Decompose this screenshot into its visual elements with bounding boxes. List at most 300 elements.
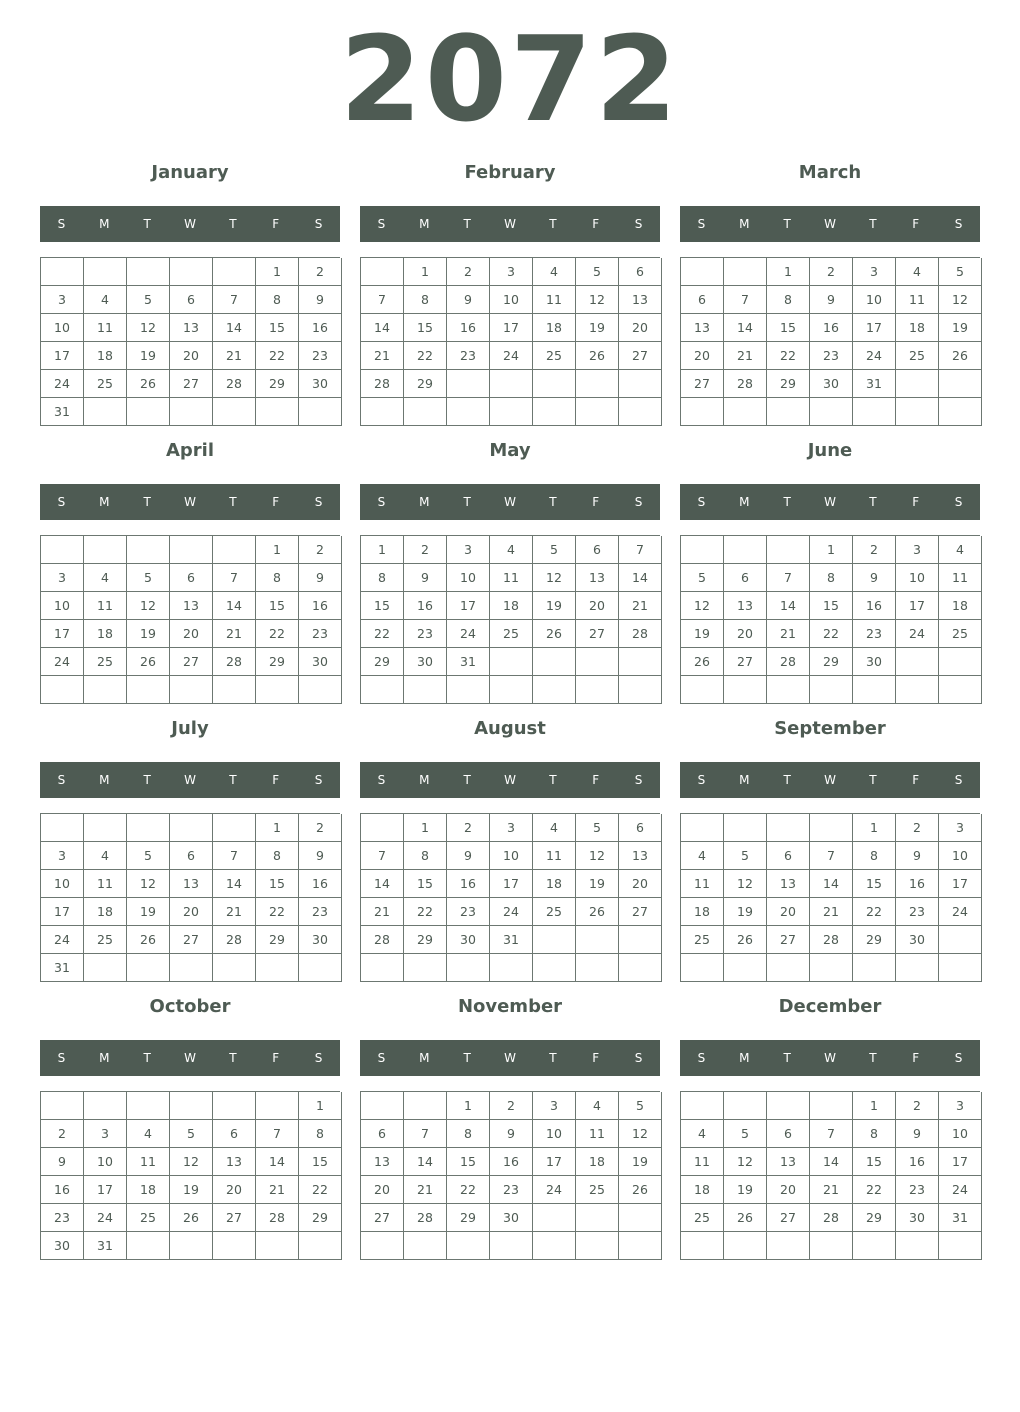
weekday-header (40, 484, 340, 520)
day-cell: 20 (767, 898, 810, 926)
day-cell: 23 (853, 620, 896, 648)
day-cell: 30 (810, 370, 853, 398)
day-cell (404, 676, 447, 704)
week-row (361, 592, 660, 620)
day-cell: 21 (213, 620, 256, 648)
day-cell: 20 (213, 1176, 256, 1204)
day-cell (681, 1232, 724, 1260)
day-cell: 28 (361, 370, 404, 398)
day-cell: 8 (256, 842, 299, 870)
day-cell: 29 (404, 926, 447, 954)
day-cell: 23 (447, 898, 490, 926)
week-row (361, 870, 660, 898)
week-row (681, 1204, 980, 1232)
weekday-label: T (783, 495, 791, 509)
day-cell (619, 954, 662, 982)
day-cell (810, 1232, 853, 1260)
day-cell: 17 (939, 870, 982, 898)
day-cell (576, 676, 619, 704)
week-row (361, 814, 660, 842)
week-row (681, 1232, 980, 1260)
day-cell: 6 (361, 1120, 404, 1148)
week-row (681, 342, 980, 370)
month-name: August (474, 718, 546, 739)
day-cell (724, 1232, 767, 1260)
weekday-label: S (634, 1051, 643, 1065)
weekday-label: W (184, 1051, 196, 1065)
day-cell (361, 676, 404, 704)
day-cell: 25 (84, 370, 127, 398)
day-grid (360, 257, 660, 426)
day-cell (810, 814, 853, 842)
day-cell (619, 1204, 662, 1232)
day-cell: 21 (213, 342, 256, 370)
day-cell: 5 (127, 564, 170, 592)
day-cell: 9 (447, 286, 490, 314)
day-cell (533, 1204, 576, 1232)
day-cell (41, 258, 84, 286)
day-cell (896, 648, 939, 676)
day-cell: 9 (447, 842, 490, 870)
day-cell: 1 (256, 814, 299, 842)
week-row (41, 842, 340, 870)
day-cell: 17 (490, 314, 533, 342)
day-cell: 1 (299, 1092, 342, 1120)
day-cell: 8 (361, 564, 404, 592)
day-cell: 6 (170, 286, 213, 314)
day-cell (170, 1232, 213, 1260)
day-cell (213, 954, 256, 982)
day-cell: 12 (681, 592, 724, 620)
day-cell: 11 (533, 842, 576, 870)
day-cell: 1 (361, 536, 404, 564)
day-cell: 4 (533, 258, 576, 286)
day-cell: 13 (767, 870, 810, 898)
day-cell: 7 (361, 842, 404, 870)
week-row (41, 1232, 340, 1260)
day-cell (299, 1232, 342, 1260)
day-cell: 18 (84, 898, 127, 926)
week-row (41, 926, 340, 954)
weekday-label: M (419, 217, 430, 231)
day-cell (939, 370, 982, 398)
day-cell (767, 676, 810, 704)
weekday-label: S (697, 217, 706, 231)
day-cell: 2 (896, 814, 939, 842)
day-cell (533, 954, 576, 982)
day-cell: 3 (853, 258, 896, 286)
weekday-label: W (824, 773, 836, 787)
day-cell: 9 (896, 1120, 939, 1148)
weekday-label: S (314, 1051, 323, 1065)
day-cell: 7 (810, 1120, 853, 1148)
day-cell: 2 (490, 1092, 533, 1120)
day-cell: 29 (361, 648, 404, 676)
day-cell: 17 (853, 314, 896, 342)
day-cell: 5 (724, 1120, 767, 1148)
day-cell: 26 (724, 1204, 767, 1232)
week-row (681, 314, 980, 342)
day-cell (576, 370, 619, 398)
weekday-label: F (912, 1051, 920, 1065)
day-cell: 20 (170, 342, 213, 370)
day-cell (681, 398, 724, 426)
day-cell: 7 (724, 286, 767, 314)
day-cell (533, 1232, 576, 1260)
day-cell: 7 (213, 842, 256, 870)
weekday-label: S (377, 495, 386, 509)
day-cell: 4 (490, 536, 533, 564)
day-cell: 26 (619, 1176, 662, 1204)
day-cell: 1 (810, 536, 853, 564)
day-cell: 7 (619, 536, 662, 564)
day-cell (681, 676, 724, 704)
day-cell: 27 (619, 342, 662, 370)
weekday-label: W (504, 1051, 516, 1065)
day-cell (84, 398, 127, 426)
day-grid (40, 813, 340, 982)
day-cell: 8 (810, 564, 853, 592)
day-cell: 8 (447, 1120, 490, 1148)
day-cell: 14 (361, 314, 404, 342)
day-cell: 10 (490, 286, 533, 314)
day-cell: 21 (810, 898, 853, 926)
day-cell: 27 (576, 620, 619, 648)
day-cell (853, 398, 896, 426)
week-row (41, 648, 340, 676)
weekday-label: T (549, 773, 557, 787)
day-cell: 15 (361, 592, 404, 620)
day-grid (680, 257, 980, 426)
day-cell: 19 (724, 898, 767, 926)
weekday-label: W (504, 773, 516, 787)
day-cell: 24 (84, 1204, 127, 1232)
day-cell: 16 (896, 1148, 939, 1176)
day-cell: 27 (619, 898, 662, 926)
day-cell: 17 (41, 342, 84, 370)
month-name: May (489, 440, 531, 461)
weekday-label: S (57, 217, 66, 231)
day-cell (896, 370, 939, 398)
month-name: January (151, 162, 229, 183)
day-cell: 18 (490, 592, 533, 620)
weekday-label: S (954, 773, 963, 787)
week-row (361, 564, 660, 592)
day-cell: 14 (213, 314, 256, 342)
day-cell: 2 (299, 258, 342, 286)
day-cell: 11 (84, 870, 127, 898)
weekday-label: W (824, 495, 836, 509)
day-cell (810, 1092, 853, 1120)
day-cell: 11 (533, 286, 576, 314)
weekday-label: F (592, 495, 600, 509)
day-cell: 26 (533, 620, 576, 648)
week-row (361, 398, 660, 426)
day-cell (810, 676, 853, 704)
day-cell: 27 (767, 1204, 810, 1232)
day-cell: 29 (256, 648, 299, 676)
day-cell: 14 (213, 592, 256, 620)
week-row (41, 1120, 340, 1148)
weekday-label: T (143, 495, 151, 509)
weekday-header (40, 762, 340, 798)
day-cell: 28 (810, 1204, 853, 1232)
day-cell: 13 (681, 314, 724, 342)
day-cell: 9 (404, 564, 447, 592)
day-cell: 10 (447, 564, 490, 592)
weekday-label: S (377, 217, 386, 231)
day-cell: 3 (896, 536, 939, 564)
weekday-label: S (314, 773, 323, 787)
day-cell: 2 (447, 814, 490, 842)
day-cell: 26 (681, 648, 724, 676)
weekday-label: F (272, 1051, 280, 1065)
day-cell: 9 (810, 286, 853, 314)
day-cell: 2 (299, 814, 342, 842)
month-name: October (149, 996, 231, 1017)
day-cell (447, 398, 490, 426)
day-cell: 26 (576, 898, 619, 926)
day-cell: 16 (299, 314, 342, 342)
day-grid (40, 535, 340, 704)
day-cell (41, 536, 84, 564)
day-cell (447, 676, 490, 704)
day-cell: 8 (767, 286, 810, 314)
day-cell: 23 (299, 342, 342, 370)
week-row (361, 898, 660, 926)
day-cell: 24 (853, 342, 896, 370)
day-cell: 18 (533, 870, 576, 898)
day-cell (681, 954, 724, 982)
day-cell (939, 1232, 982, 1260)
day-cell: 1 (404, 258, 447, 286)
weekday-label: S (377, 773, 386, 787)
weekday-label: S (634, 495, 643, 509)
weekday-label: S (634, 217, 643, 231)
day-cell: 13 (619, 286, 662, 314)
day-cell (724, 1092, 767, 1120)
day-cell: 1 (767, 258, 810, 286)
weekday-label: F (272, 495, 280, 509)
day-cell: 30 (299, 926, 342, 954)
weekday-label: S (697, 773, 706, 787)
week-row (361, 1120, 660, 1148)
day-cell: 7 (361, 286, 404, 314)
day-cell: 20 (361, 1176, 404, 1204)
day-cell: 27 (724, 648, 767, 676)
day-cell: 12 (127, 314, 170, 342)
day-cell: 15 (810, 592, 853, 620)
weekday-label: M (419, 773, 430, 787)
day-grid (40, 257, 340, 426)
day-cell: 22 (404, 342, 447, 370)
day-grid (360, 813, 660, 982)
day-cell (724, 258, 767, 286)
day-cell: 13 (767, 1148, 810, 1176)
day-cell: 24 (490, 898, 533, 926)
day-cell: 29 (256, 926, 299, 954)
day-cell: 17 (896, 592, 939, 620)
week-row (681, 648, 980, 676)
day-cell: 16 (490, 1148, 533, 1176)
day-cell: 19 (724, 1176, 767, 1204)
day-cell: 15 (404, 870, 447, 898)
weekday-label: T (143, 773, 151, 787)
day-cell: 18 (127, 1176, 170, 1204)
day-cell (84, 676, 127, 704)
day-cell: 13 (724, 592, 767, 620)
day-cell: 4 (84, 842, 127, 870)
day-cell: 9 (299, 286, 342, 314)
week-row (41, 1148, 340, 1176)
day-cell: 6 (213, 1120, 256, 1148)
day-cell: 8 (299, 1120, 342, 1148)
weekday-label: T (869, 773, 877, 787)
day-cell: 21 (404, 1176, 447, 1204)
day-cell (939, 954, 982, 982)
day-cell: 10 (41, 870, 84, 898)
day-cell: 22 (256, 898, 299, 926)
week-row (41, 564, 340, 592)
day-cell: 24 (939, 1176, 982, 1204)
day-cell: 21 (619, 592, 662, 620)
day-cell: 23 (490, 1176, 533, 1204)
day-cell: 27 (767, 926, 810, 954)
weekday-label: M (99, 495, 110, 509)
day-cell: 2 (41, 1120, 84, 1148)
weekday-label: M (739, 495, 750, 509)
day-cell: 6 (767, 842, 810, 870)
day-cell: 27 (170, 926, 213, 954)
day-cell: 21 (213, 898, 256, 926)
day-cell: 20 (170, 620, 213, 648)
day-cell: 23 (447, 342, 490, 370)
day-cell (533, 648, 576, 676)
day-cell: 29 (810, 648, 853, 676)
week-row (681, 814, 980, 842)
weekday-header (680, 484, 980, 520)
day-cell: 14 (361, 870, 404, 898)
day-cell: 23 (299, 620, 342, 648)
day-cell: 28 (213, 648, 256, 676)
day-cell: 25 (84, 926, 127, 954)
weekday-label: S (634, 773, 643, 787)
day-cell: 30 (896, 1204, 939, 1232)
week-row (361, 620, 660, 648)
day-cell (767, 536, 810, 564)
week-row (41, 314, 340, 342)
weekday-label: T (463, 773, 471, 787)
day-cell: 26 (170, 1204, 213, 1232)
day-cell (404, 1232, 447, 1260)
week-row (681, 1176, 980, 1204)
day-cell: 28 (404, 1204, 447, 1232)
day-cell: 18 (533, 314, 576, 342)
day-cell: 26 (939, 342, 982, 370)
day-cell: 22 (853, 898, 896, 926)
week-row (361, 1204, 660, 1232)
weekday-label: S (57, 495, 66, 509)
weekday-label: T (229, 495, 237, 509)
weekday-label: T (869, 1051, 877, 1065)
day-cell (299, 676, 342, 704)
day-cell (576, 648, 619, 676)
weekday-label: W (184, 495, 196, 509)
weekday-label: T (869, 217, 877, 231)
day-cell: 27 (170, 370, 213, 398)
day-cell: 21 (810, 1176, 853, 1204)
day-cell (213, 676, 256, 704)
day-cell: 11 (681, 870, 724, 898)
week-row (361, 286, 660, 314)
week-row (681, 1120, 980, 1148)
weekday-header (360, 484, 660, 520)
day-cell: 5 (576, 814, 619, 842)
day-cell (84, 536, 127, 564)
day-cell: 24 (447, 620, 490, 648)
day-cell: 22 (299, 1176, 342, 1204)
day-cell: 18 (681, 898, 724, 926)
day-cell: 29 (767, 370, 810, 398)
day-cell: 2 (853, 536, 896, 564)
day-cell: 13 (170, 870, 213, 898)
day-cell: 6 (767, 1120, 810, 1148)
day-cell: 25 (681, 1204, 724, 1232)
year-title: 2072 (339, 10, 681, 148)
day-cell: 22 (361, 620, 404, 648)
day-cell (853, 954, 896, 982)
day-cell: 12 (127, 592, 170, 620)
day-cell (767, 1092, 810, 1120)
weekday-label: T (549, 495, 557, 509)
week-row (361, 314, 660, 342)
day-cell: 19 (681, 620, 724, 648)
weekday-label: T (783, 773, 791, 787)
day-cell: 11 (896, 286, 939, 314)
day-cell (767, 954, 810, 982)
weekday-label: F (912, 217, 920, 231)
day-cell: 3 (939, 814, 982, 842)
day-cell (939, 676, 982, 704)
day-cell (619, 648, 662, 676)
day-cell: 22 (853, 1176, 896, 1204)
weekday-label: M (99, 1051, 110, 1065)
day-cell: 15 (256, 870, 299, 898)
day-cell: 9 (896, 842, 939, 870)
day-cell (533, 370, 576, 398)
day-cell: 5 (619, 1092, 662, 1120)
day-cell: 14 (404, 1148, 447, 1176)
day-cell: 16 (896, 870, 939, 898)
day-cell: 15 (853, 870, 896, 898)
day-cell: 8 (853, 1120, 896, 1148)
day-cell: 31 (41, 954, 84, 982)
day-cell: 1 (447, 1092, 490, 1120)
weekday-label: F (912, 495, 920, 509)
day-cell: 19 (619, 1148, 662, 1176)
day-cell: 14 (619, 564, 662, 592)
day-cell (84, 1092, 127, 1120)
day-cell (619, 398, 662, 426)
day-cell (619, 926, 662, 954)
weekday-label: T (463, 495, 471, 509)
day-cell (767, 398, 810, 426)
day-cell: 5 (127, 842, 170, 870)
day-cell: 26 (127, 926, 170, 954)
day-cell: 8 (256, 564, 299, 592)
weekday-header (680, 762, 980, 798)
day-cell: 5 (724, 842, 767, 870)
